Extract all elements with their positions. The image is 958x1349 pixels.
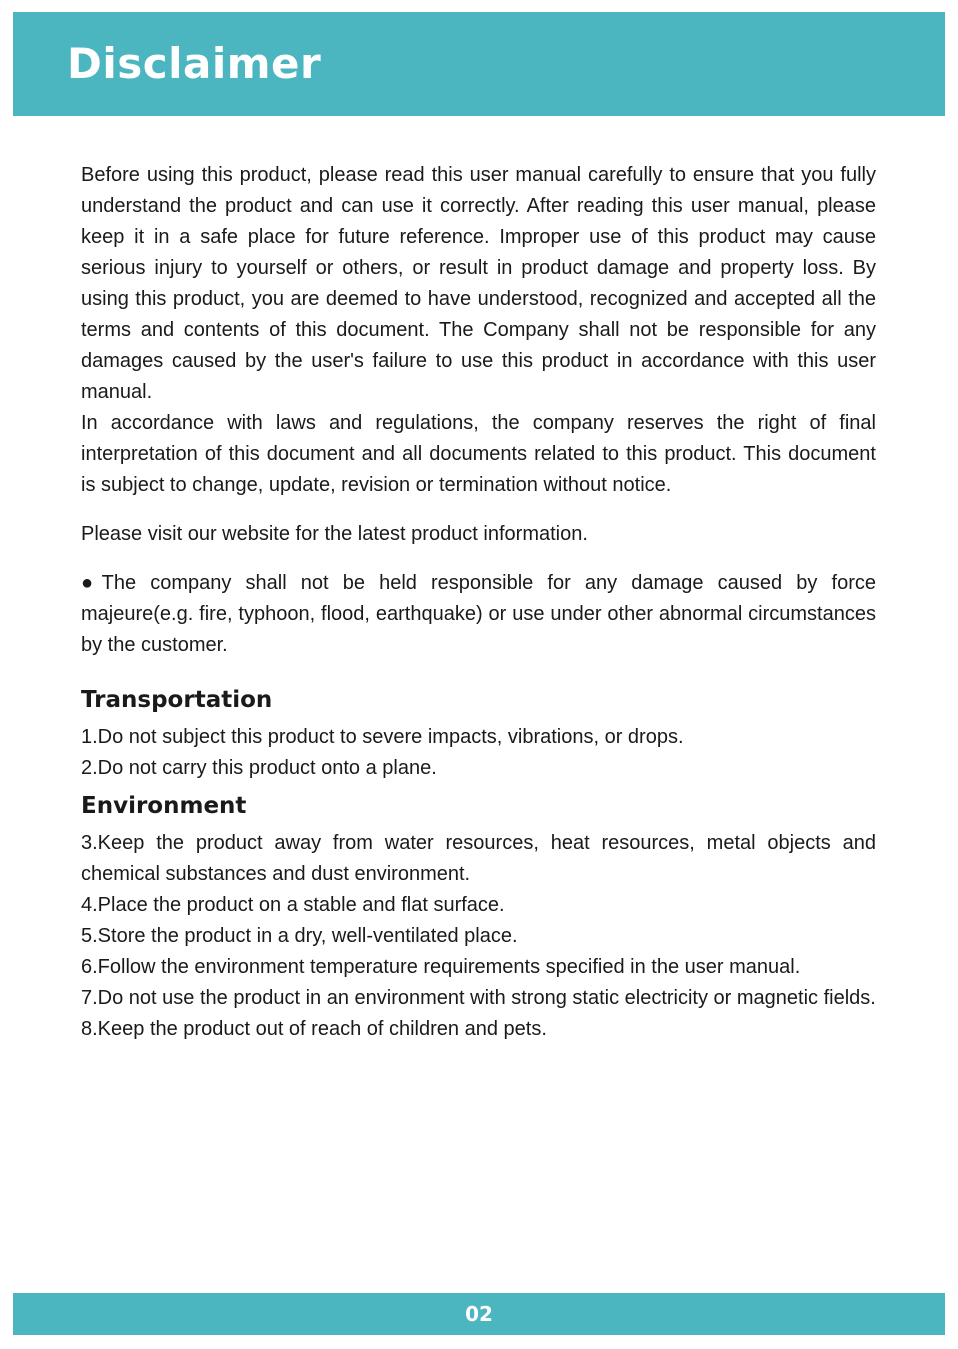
header-band xyxy=(13,12,945,116)
document-body xyxy=(81,160,876,1045)
intro-paragraph-2: In accordance with laws and regulations, the company reserves the right of final interpretation of this document and all documents related to this product. This document is subject to change, update, revision or termination without notice. xyxy=(81,412,876,496)
list-item: 3.Keep the product away from water resources, heat resources, metal objects and chemical substances and dust environment. xyxy=(81,832,876,885)
spacer xyxy=(81,501,876,519)
list-item: 1.Do not subject this product to severe impacts, vibrations, or drops. xyxy=(81,726,684,748)
intro-paragraph-1: Before using this product, please read this user manual carefully to ensure that you fully understand the product and can use it correctly. After reading this user manual, please keep it in a safe place for future reference. Improper use of this product may cause serious injury to yourself or others, or result in product damage and property loss. By using this product, you are deemed to have understood, recognized and accepted all the terms and contents of this document. The Company shall not be responsible for any damages caused by the user's failure to use this product in accordance with this user manual. xyxy=(81,164,876,403)
bullet-dot-icon: ● xyxy=(81,572,102,594)
list-item: 8.Keep the product out of reach of children and pets. xyxy=(81,1018,547,1040)
spacer xyxy=(81,550,876,568)
footer-band xyxy=(13,1293,945,1335)
section-title-environment: Environment xyxy=(81,793,247,819)
list-item: 2.Do not carry this product onto a plane. xyxy=(81,757,437,779)
force-majeure-text: The company shall not be held responsible for any damage caused by force majeure(e.g. fire, typhoon, flood, earthquake) or use under other abnormal circumstances by the customer. xyxy=(81,572,876,656)
force-majeure-note xyxy=(81,568,876,661)
list-item: 4.Place the product on a stable and flat surface. xyxy=(81,894,505,916)
list-item: 5.Store the product in a dry, well-ventilated place. xyxy=(81,925,518,947)
page-number: 02 xyxy=(465,1302,493,1326)
page-title: Disclaimer xyxy=(67,39,322,88)
list-item: 6.Follow the environment temperature requirements specified in the user manual. xyxy=(81,956,801,978)
website-note: Please visit our website for the latest product information. xyxy=(81,523,588,545)
section-title-transportation: Transportation xyxy=(81,687,273,713)
list-item: 7.Do not use the product in an environment with strong static electricity or magnetic fields. xyxy=(81,987,876,1009)
